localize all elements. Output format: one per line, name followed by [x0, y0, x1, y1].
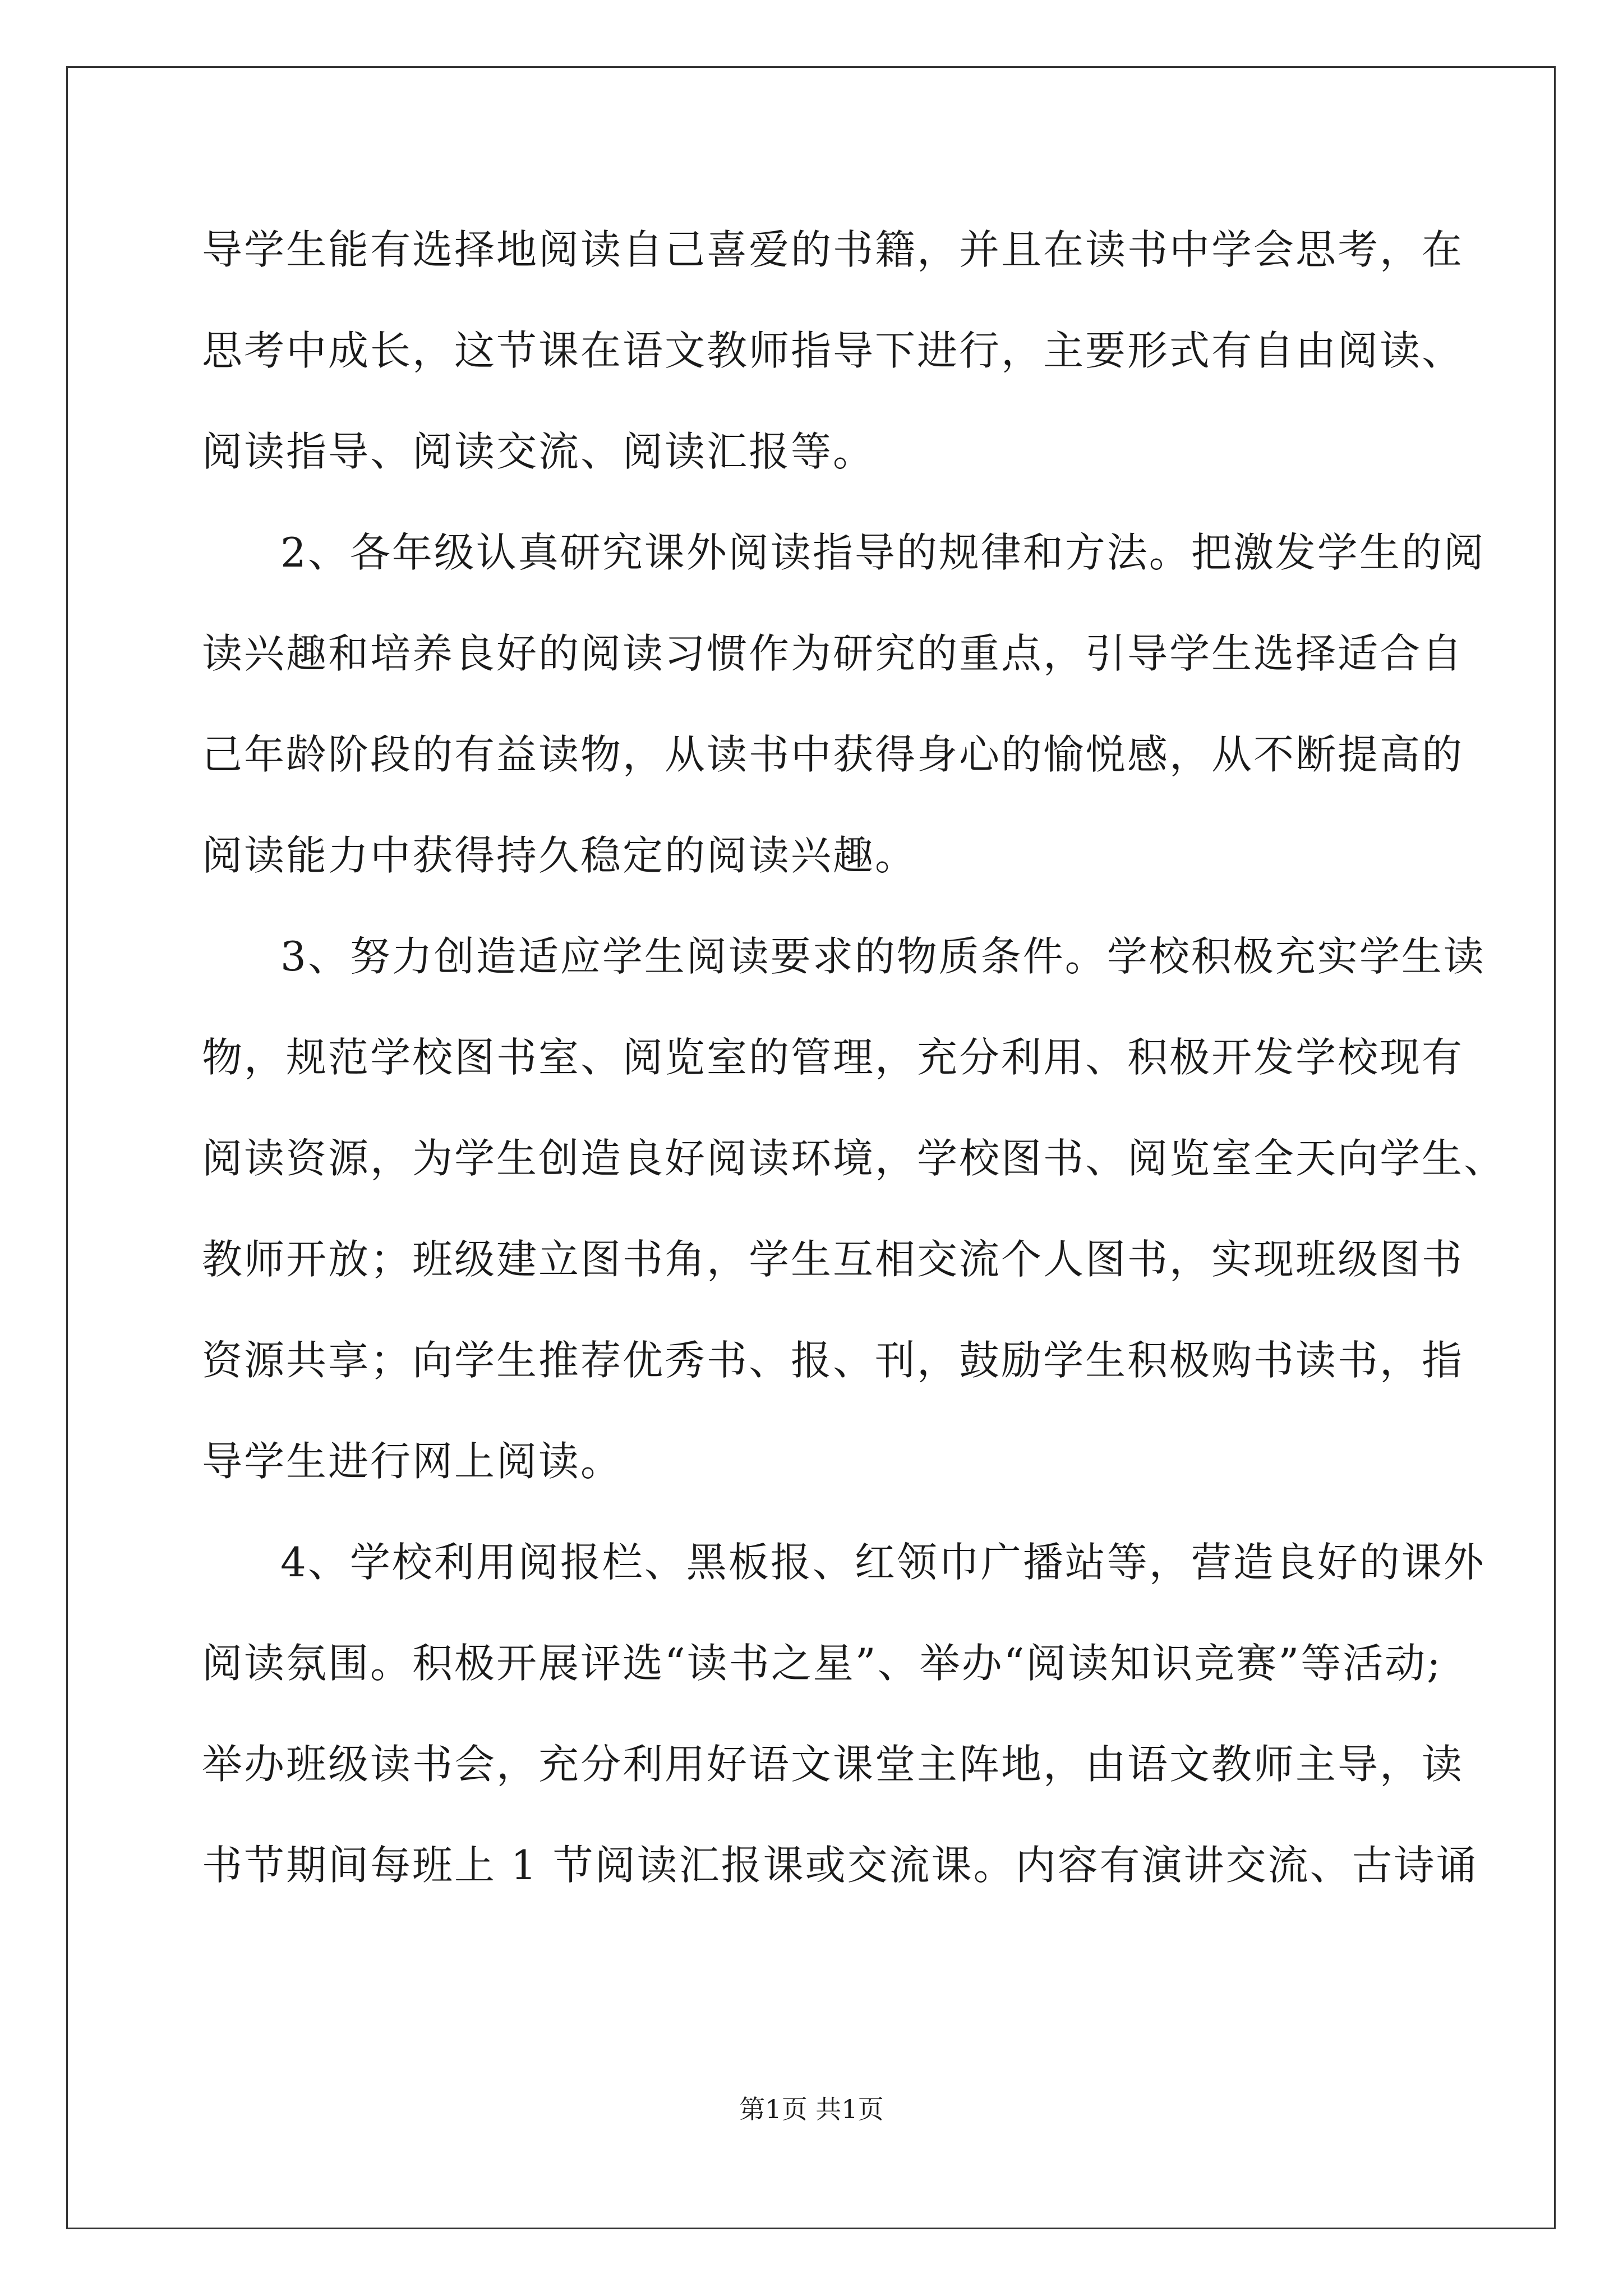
text-line-1: 导学生能有选择地阅读自己喜爱的书籍，并且在读书中学会思考，在 [202, 226, 1464, 273]
text-line-4: 2、各年级认真研究课外阅读指导的规律和方法。把激发学生的阅 [280, 529, 1486, 576]
text-line-2: 思考中成长，这节课在语文教师指导下进行，主要形式有自由阅读、 [202, 327, 1464, 374]
text-line-15: 阅读氛围。积极开展评选“读书之星”、举办“阅读知识竞赛”等活动; [202, 1640, 1442, 1687]
text-line-16: 举办班级读书会，充分利用好语文课堂主阵地，由语文教师主导，读 [202, 1741, 1464, 1788]
text-line-8: 3、努力创造适应学生阅读要求的物质条件。学校积极充实学生读 [280, 933, 1486, 980]
text-line-12: 资源共享；向学生推荐优秀书、报、刊，鼓励学生积极购书读书，指 [202, 1337, 1464, 1384]
text-line-9: 物，规范学校图书室、阅览室的管理，充分利用、积极开发学校现有 [202, 1034, 1464, 1081]
text-line-13: 导学生进行网上阅读。 [202, 1438, 623, 1485]
page-number-footer: 第1页 共1页 [739, 2094, 884, 2124]
text-line-17: 书节期间每班上 1 节阅读汇报课或交流课。内容有演讲交流、古诗诵 [202, 1842, 1478, 1889]
text-line-5: 读兴趣和培养良好的阅读习惯作为研究的重点，引导学生选择适合自 [202, 630, 1464, 677]
text-line-14: 4、学校利用阅报栏、黑板报、红领巾广播站等，营造良好的课外 [280, 1539, 1486, 1586]
text-line-6: 己年龄阶段的有益读物，从读书中获得身心的愉悦感，从不断提高的 [202, 731, 1464, 778]
text-line-7: 阅读能力中获得持久稳定的阅读兴趣。 [202, 832, 917, 879]
text-line-10: 阅读资源，为学生创造良好阅读环境，学校图书、阅览室全天向学生、 [202, 1135, 1506, 1182]
text-line-11: 教师开放；班级建立图书角，学生互相交流个人图书，实现班级图书 [202, 1236, 1464, 1283]
text-line-3: 阅读指导、阅读交流、阅读汇报等。 [202, 428, 875, 475]
